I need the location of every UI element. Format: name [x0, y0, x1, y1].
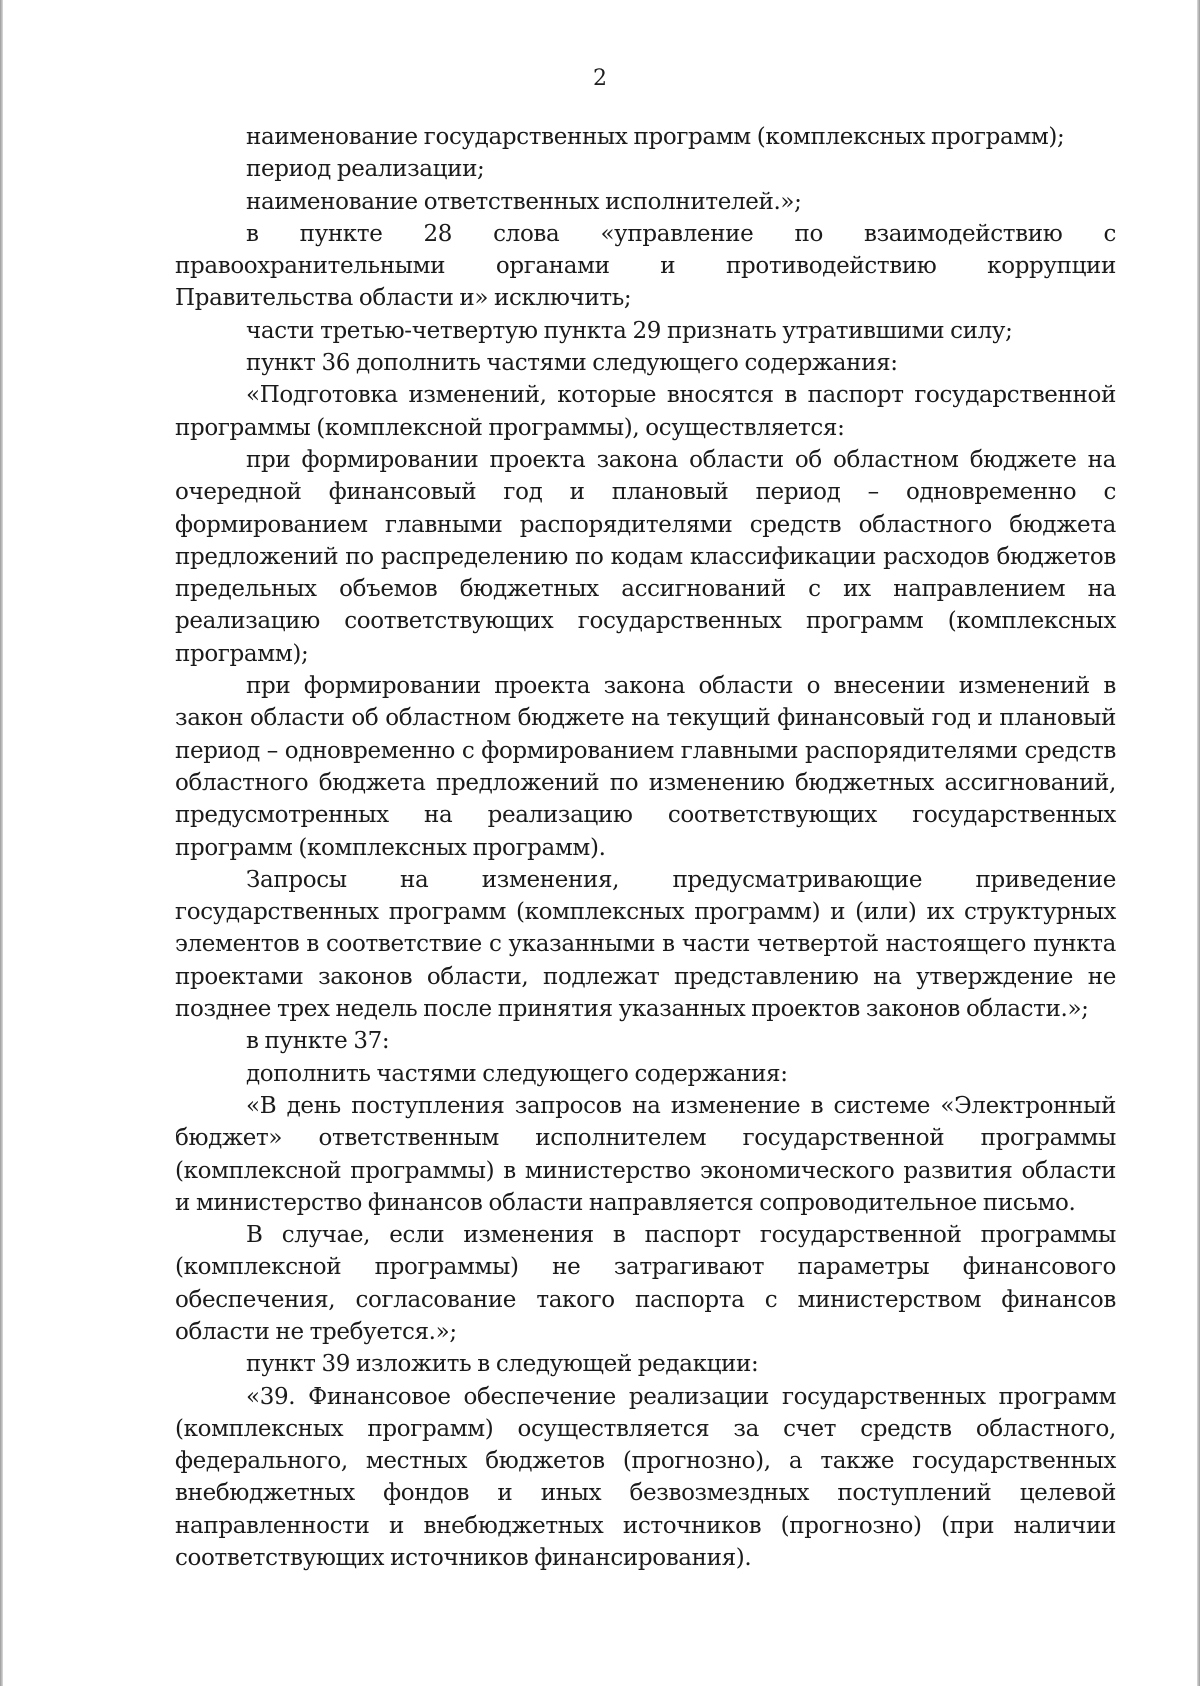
page-number: 2 — [593, 66, 607, 91]
paragraph: при формировании проекта закона области о внесении изменений в закон области об областном бюджете на текущий финансовый год и плановый период – одновременно с формированием главными распорядителями средств областного бюджета предложений по изменению бюджетных ассигнований, предусмотренных на реализацию соответствующих государственных программ (комплексных программ). — [175, 673, 1116, 861]
paragraph: В случае, если изменения в паспорт государственной программы (комплексной программы) не затрагивают параметры финансового обеспечения, согласование такого паспорта с министерством финансов области не требуется.»; — [175, 1222, 1116, 1345]
paragraph: дополнить частями следующего содержания: — [246, 1060, 788, 1087]
paragraph: наименование государственных программ (комплексных программ); — [246, 124, 1065, 150]
paragraph: в пункте 28 слова «управление по взаимодействию с правоохранительными органами и противодействию коррупции Правительства области и» исключить; — [175, 220, 1116, 312]
paragraph: период реализации; — [246, 156, 485, 183]
scan-edge-left — [0, 0, 3, 1686]
paragraph: наименование ответственных исполнителей.»; — [246, 188, 802, 215]
paragraph: «Подготовка изменений, которые вносятся в паспорт государственной программы (комплексной программы), осуществляется: — [175, 382, 1116, 441]
paragraph: «В день поступления запросов на изменение в системе «Электронный бюджет» ответственным исполнителем государственной программы (комплексной программы) в министерство экономического развития области и министерство финансов области направляется сопроводительное письмо. — [175, 1092, 1116, 1216]
document-body — [175, 121, 1116, 1574]
paragraph: «39. Финансовое обеспечение реализации государственных программ (комплексных программ) осуществляется за счет средств областного, федерального, местных бюджетов (прогнозно), а также государственных внебюджетных фондов и иных безвозмездных поступлений целевой направленности и внебюджетных источников (прогнозно) (при наличии соответствующих источников финансирования). — [175, 1383, 1116, 1572]
paragraph: части третью-четвертую пункта 29 признать утратившими силу; — [246, 317, 1013, 344]
paragraph: пункт 36 дополнить частями следующего содержания: — [246, 350, 898, 377]
paragraph: при формировании проекта закона области об областном бюджете на очередной финансовый год и плановый период – одновременно с формированием главными распорядителями средств областного бюджета предложений по распределению по кодам классификации расходов бюджетов предельных объемов бюджетных ассигнований с их направлением на реализацию соответствующих государственных программ (комплексных программ); — [175, 446, 1116, 667]
paragraph: в пункте 37: — [246, 1028, 390, 1055]
paragraph: пункт 39 изложить в следующей редакции: — [246, 1351, 759, 1378]
paragraph: Запросы на изменения, предусматривающие приведение государственных программ (комплексных программ) и (или) их структурных элементов в соответствие с указанными в части четвертой настоящего пункта проектами законов области, подлежат представлению на утверждение не позднее трех недель после принятия указанных проектов законов области.»; — [175, 866, 1116, 1023]
